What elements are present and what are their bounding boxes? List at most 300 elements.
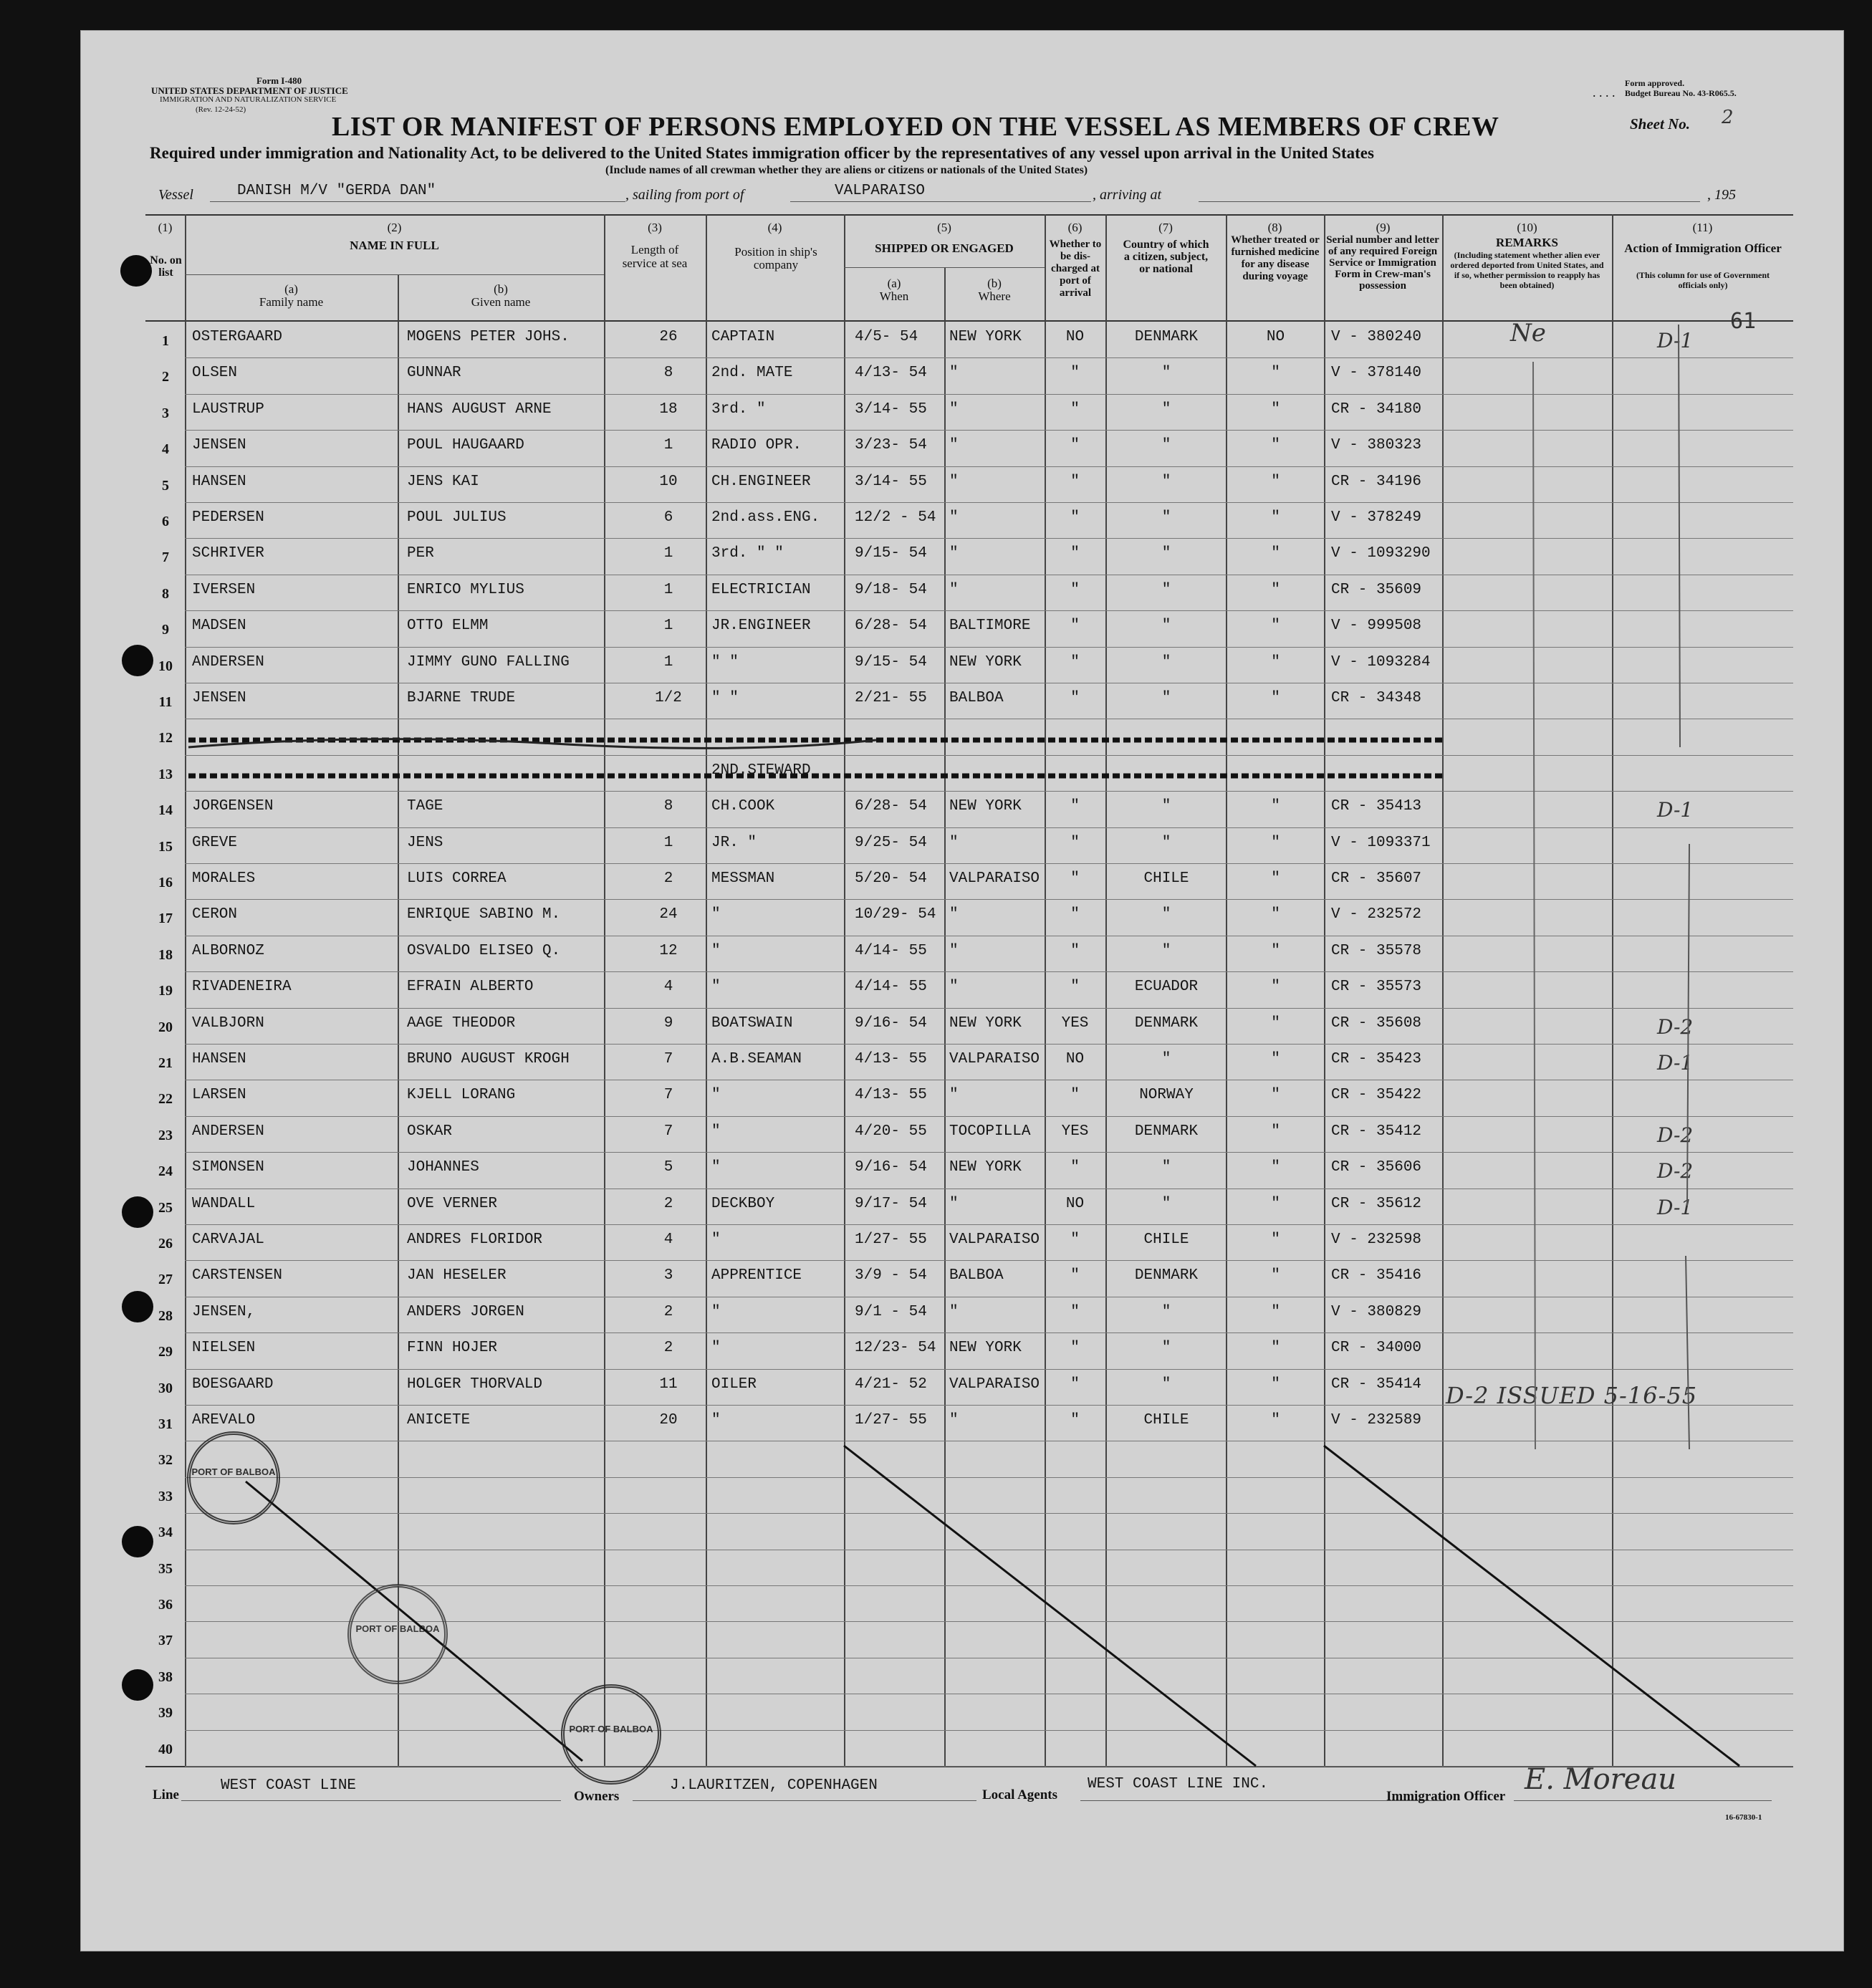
crew-discharge: " [1070, 437, 1080, 454]
crew-discharge: " [1070, 653, 1080, 671]
crew-medicine: " [1271, 942, 1280, 959]
crew-where: NEW YORK [949, 1014, 1022, 1032]
crew-family: NIELSEN [192, 1340, 256, 1357]
officer-underline [1514, 1800, 1772, 1801]
crew-when: 12/23- 54 [855, 1340, 936, 1357]
crew-country: CHILE [1143, 870, 1189, 887]
crew-service: 8 [663, 365, 673, 382]
crew-country: " [1161, 1375, 1171, 1393]
row-number: 34 [158, 1524, 173, 1541]
col5-header: SHIPPED OR ENGAGED [875, 241, 1014, 255]
crew-discharge: " [1070, 1340, 1080, 1357]
crew-country: " [1161, 942, 1171, 959]
crew-given: JOHANNES [407, 1159, 479, 1176]
crew-position: ELECTRICIAN [711, 581, 811, 598]
crew-position: " [711, 1123, 721, 1140]
crew-country: " [1161, 400, 1171, 418]
crew-when: 9/1 - 54 [855, 1303, 927, 1320]
crew-when: 1/27- 55 [855, 1231, 927, 1248]
crew-discharge: " [1070, 509, 1080, 526]
crew-medicine: " [1271, 1340, 1280, 1357]
crew-discharge: " [1070, 979, 1080, 996]
crew-service: 6 [663, 509, 673, 526]
crew-given: BRUNO AUGUST KROGH [407, 1051, 570, 1067]
col8-number: (8) [1267, 221, 1282, 234]
col10-number: (10) [1517, 221, 1537, 234]
line-value: WEST COAST LINE [221, 1777, 357, 1794]
crew-service: 1/2 [655, 690, 682, 706]
crew-country: " [1161, 653, 1171, 671]
row-number: 14 [158, 802, 173, 819]
crew-service: 2 [663, 1340, 673, 1357]
row-number: 22 [158, 1091, 173, 1108]
crew-serial: V - 380829 [1331, 1303, 1422, 1320]
crew-country: CHILE [1143, 1412, 1189, 1428]
crew-service: 10 [659, 473, 678, 490]
crew-given: LUIS CORREA [407, 870, 507, 887]
crew-given: OSVALDO ELISEO Q. [407, 942, 561, 959]
col9-header: Serial number and letter of any required Foreign Service or Immigration Form in Crew-man's possession [1326, 234, 1439, 292]
col11-number: (11) [1692, 221, 1713, 234]
crew-position: RADIO OPR. [711, 437, 802, 454]
crew-medicine: " [1271, 1303, 1280, 1320]
crew-given: JIMMY GUNO FALLING [407, 653, 570, 671]
remark-row1: Ne [1510, 319, 1546, 347]
col2a-header: Family name [259, 295, 324, 309]
crew-when: 9/25- 54 [855, 834, 927, 851]
row-number: 13 [158, 766, 173, 782]
crew-where: BALBOA [949, 690, 1004, 706]
crew-service: 2 [663, 1195, 673, 1212]
row-number: 3 [162, 405, 169, 421]
row-number: 30 [158, 1380, 173, 1396]
row-number: 9 [162, 622, 169, 638]
crew-country: " [1161, 1159, 1171, 1176]
crew-position: " [711, 1412, 721, 1428]
crew-given: TAGE [407, 798, 443, 815]
crew-medicine: " [1271, 1159, 1280, 1176]
col9-number: (9) [1376, 221, 1391, 234]
crew-serial: V - 232572 [1331, 906, 1422, 923]
crew-family: ANDERSEN [192, 653, 264, 671]
crew-position: " [711, 1087, 721, 1104]
sailing-label: , sailing from port of [625, 187, 744, 203]
crew-country: " [1161, 545, 1171, 562]
crew-discharge: " [1070, 1087, 1080, 1104]
crew-serial: CR - 35607 [1331, 870, 1422, 887]
crew-where: VALPARAISO [949, 1231, 1040, 1248]
col2b-letter: (b) [494, 282, 508, 296]
crew-country: " [1161, 834, 1171, 851]
crew-serial: V - 232598 [1331, 1231, 1422, 1248]
crew-given: OSKAR [407, 1123, 453, 1140]
crew-country: " [1161, 473, 1171, 490]
crew-where: " [949, 1412, 959, 1428]
crew-serial: CR - 35608 [1331, 1014, 1422, 1032]
col5b-letter: (b) [987, 277, 1002, 290]
row-number: 11 [158, 694, 173, 710]
crew-discharge: " [1070, 1303, 1080, 1320]
row-number: 2 [162, 369, 169, 385]
crew-service: 7 [663, 1051, 673, 1067]
crew-family: GREVE [192, 834, 238, 851]
crew-action: D-2 [1657, 1014, 1694, 1039]
crew-serial: CR - 35423 [1331, 1051, 1422, 1067]
crew-when: 4/20- 55 [855, 1123, 927, 1140]
crew-position: " [711, 1340, 721, 1357]
crew-when: 9/17- 54 [855, 1195, 927, 1212]
row-number: 16 [158, 875, 173, 890]
crew-when: 9/16- 54 [855, 1159, 927, 1176]
crew-country: " [1161, 509, 1171, 526]
crew-discharge: " [1070, 473, 1080, 490]
crew-medicine: " [1271, 798, 1280, 815]
crew-serial: V - 380240 [1331, 329, 1422, 345]
crew-discharge: " [1070, 545, 1080, 562]
row-number: 15 [158, 838, 173, 855]
col10-header: REMARKS [1496, 236, 1558, 249]
crew-serial: CR - 34000 [1331, 1340, 1422, 1357]
crew-position: 3rd. " [711, 400, 766, 418]
cancel-line-mid [844, 1446, 1256, 1766]
page-title: LIST OR MANIFEST OF PERSONS EMPLOYED ON THE VESSEL AS MEMBERS OF CREW [332, 112, 1499, 142]
crew-when: 4/5- 54 [855, 329, 918, 345]
crew-discharge: " [1070, 1412, 1080, 1428]
crew-medicine: " [1271, 1014, 1280, 1032]
col1-header: No. on list [150, 254, 182, 279]
crew-serial: V - 232589 [1331, 1412, 1422, 1428]
crew-serial: CR - 35412 [1331, 1123, 1422, 1140]
crew-where: " [949, 509, 959, 526]
crew-serial: CR - 35573 [1331, 979, 1422, 996]
crew-serial: CR - 35414 [1331, 1375, 1422, 1393]
crew-medicine: " [1271, 1267, 1280, 1284]
crew-position: CH.COOK [711, 798, 775, 815]
crew-given: JAN HESELER [407, 1267, 507, 1284]
crew-service: 1 [663, 834, 673, 851]
crew-service: 26 [659, 329, 678, 345]
crew-medicine: " [1271, 653, 1280, 671]
row-number: 37 [158, 1633, 173, 1649]
crew-service: 12 [659, 942, 678, 959]
crew-service: 1 [663, 545, 673, 562]
crew-discharge: " [1070, 365, 1080, 382]
col6-header: Whether to be dis-charged at port of arrival [1049, 239, 1102, 299]
markings-overlay [81, 31, 1843, 1951]
crew-family: VALBJORN [192, 1014, 264, 1032]
owners-underline [633, 1800, 976, 1801]
crew-serial: V - 378249 [1331, 509, 1422, 526]
crew-family: MORALES [192, 870, 256, 887]
row-number: 8 [162, 585, 169, 602]
crew-family: IVERSEN [192, 581, 256, 598]
crew-serial: V - 1093290 [1331, 545, 1431, 562]
col10-note: (Including statement whether alien ever ordered deported from United States, and if so, whether permission to reapply has been obtained) [1450, 250, 1604, 290]
col2-number: (2) [387, 221, 402, 234]
crew-given: AAGE THEODOR [407, 1014, 516, 1032]
crew-medicine: " [1271, 906, 1280, 923]
crew-position: " [711, 942, 721, 959]
crew-serial: V - 380323 [1331, 437, 1422, 454]
col6-number: (6) [1067, 221, 1083, 234]
crew-action: D-1 [1657, 798, 1694, 822]
crew-discharge: " [1070, 1267, 1080, 1284]
crew-when: 4/14- 55 [855, 979, 927, 996]
crew-service: 1 [663, 618, 673, 635]
port-stamp-2 [347, 1584, 448, 1684]
crew-family: OLSEN [192, 365, 238, 382]
dots: . . . . [1593, 85, 1616, 100]
crew-medicine: " [1271, 1087, 1280, 1104]
crew-serial: CR - 35609 [1331, 581, 1422, 598]
crew-action: D-2 [1657, 1123, 1694, 1147]
crew-service: 7 [663, 1087, 673, 1104]
line-label: Line [153, 1787, 179, 1802]
crew-service: 8 [663, 798, 673, 815]
row-number: 17 [158, 911, 173, 927]
owners-value: J.LAURITZEN, COPENHAGEN [670, 1777, 878, 1794]
crew-medicine: " [1271, 581, 1280, 598]
row-number: 10 [158, 658, 173, 674]
crew-family: ANDERSEN [192, 1123, 264, 1140]
crew-action: D-1 [1657, 1051, 1694, 1075]
crew-family: RIVADENEIRA [192, 979, 292, 996]
crew-family: CARSTENSEN [192, 1267, 283, 1284]
crew-family: SIMONSEN [192, 1159, 264, 1176]
crew-where: " [949, 473, 959, 490]
row-number: 12 [158, 730, 173, 746]
crew-country: " [1161, 437, 1171, 454]
crew-when: 3/14- 55 [855, 400, 927, 418]
crew-position: 2ND.STEWARD [711, 762, 811, 779]
crew-medicine: " [1271, 1051, 1280, 1067]
binder-hole [122, 645, 153, 676]
crew-country: DENMARK [1134, 1267, 1199, 1284]
col5a-letter: (a) [887, 277, 901, 290]
crew-position: JR.ENGINEER [711, 618, 811, 635]
col7-number: (7) [1158, 221, 1173, 234]
crew-country: " [1161, 1195, 1171, 1212]
crew-position: MESSMAN [711, 870, 775, 887]
crew-when: 9/18- 54 [855, 581, 927, 598]
crew-country: CHILE [1143, 1231, 1189, 1248]
crew-family: JORGENSEN [192, 798, 274, 815]
crew-medicine: " [1271, 1375, 1280, 1393]
row-number: 25 [158, 1199, 173, 1216]
crew-country: " [1161, 1051, 1171, 1067]
crew-country: NORWAY [1139, 1087, 1194, 1104]
binder-hole [122, 1196, 153, 1228]
crew-family: AREVALO [192, 1412, 256, 1428]
crew-where: NEW YORK [949, 653, 1022, 671]
crew-given: ANDERS JORGEN [407, 1303, 524, 1320]
crew-country: " [1161, 798, 1171, 815]
crew-serial: CR - 34348 [1331, 690, 1422, 706]
row-number: 39 [158, 1705, 173, 1722]
row-number: 29 [158, 1344, 173, 1360]
vessel-name: DANISH M/V "GERDA DAN" [237, 183, 436, 199]
crew-given: OVE VERNER [407, 1195, 498, 1212]
crew-medicine: " [1271, 1123, 1280, 1140]
crew-where: VALPARAISO [949, 1051, 1040, 1067]
col1-number: (1) [158, 221, 173, 234]
crew-medicine: " [1271, 509, 1280, 526]
crew-where: " [949, 400, 959, 418]
crew-when: 9/16- 54 [855, 1014, 927, 1032]
port-stamp-1-text: PORT OF BALBOA [191, 1466, 276, 1477]
col3-number: (3) [648, 221, 662, 234]
crew-where: " [949, 1303, 959, 1320]
remark-row30: D-2 ISSUED 5-16-55 [1446, 1382, 1698, 1409]
manifest-sheet [80, 30, 1844, 1951]
crew-where: " [949, 942, 959, 959]
year-suffix: , 195 [1707, 187, 1736, 203]
crew-when: 4/13- 54 [855, 365, 927, 382]
crew-position: BOATSWAIN [711, 1014, 793, 1032]
crew-service: 11 [659, 1375, 678, 1393]
crew-when: 6/28- 54 [855, 618, 927, 635]
row-number: 6 [162, 514, 169, 529]
crew-when: 6/28- 54 [855, 798, 927, 815]
crew-given: JENS KAI [407, 473, 479, 490]
sheet-number: 2 [1722, 107, 1734, 128]
crew-family: ALBORNOZ [192, 942, 264, 959]
port-stamp-1 [187, 1431, 280, 1524]
port-stamp-3-text: PORT OF BALBOA [569, 1724, 653, 1734]
crew-medicine: " [1271, 690, 1280, 706]
row-number: 20 [158, 1019, 173, 1035]
sheet-label: Sheet No. [1630, 115, 1690, 133]
row-number: 23 [158, 1127, 173, 1143]
sailing-port: VALPARAISO [835, 183, 926, 199]
officer-signature: E. Moreau [1525, 1763, 1677, 1796]
owners-label: Owners [574, 1789, 620, 1804]
crew-given: GUNNAR [407, 365, 461, 382]
crew-discharge: " [1070, 834, 1080, 851]
crew-where: " [949, 1087, 959, 1104]
crew-family: HANSEN [192, 1051, 246, 1067]
crew-country: DENMARK [1134, 1014, 1199, 1032]
crew-position: " " [711, 653, 739, 671]
service: IMMIGRATION AND NATURALIZATION SERVICE [160, 95, 337, 104]
crew-given: BJARNE TRUDE [407, 690, 516, 706]
crew-country: " [1161, 1340, 1171, 1357]
crew-discharge: " [1070, 1159, 1080, 1176]
row-number: 24 [158, 1163, 173, 1180]
crew-where: NEW YORK [949, 329, 1022, 345]
action-tick-line-top [1679, 325, 1680, 747]
crew-medicine: " [1271, 365, 1280, 382]
crew-where: " [949, 1195, 959, 1212]
row-number: 1 [162, 333, 169, 349]
crew-given: FINN HOJER [407, 1340, 498, 1357]
approval-line1: Form approved. [1625, 78, 1685, 88]
crew-when: 10/29- 54 [855, 906, 936, 923]
crew-where: " [949, 834, 959, 851]
crew-country: ECUADOR [1134, 979, 1199, 996]
row-number: 40 [158, 1741, 173, 1757]
row-number: 28 [158, 1307, 173, 1324]
crew-when: 4/21- 52 [855, 1375, 927, 1393]
crew-family: JENSEN [192, 437, 246, 454]
crew-medicine: " [1271, 473, 1280, 490]
crew-when: 3/9 - 54 [855, 1267, 927, 1284]
vessel-label: Vessel [158, 187, 193, 203]
crew-where: BALBOA [949, 1267, 1004, 1284]
crew-discharge: " [1070, 1231, 1080, 1248]
col8-header: Whether treated or furnished medicine for any disease during voyage [1231, 234, 1320, 282]
crew-family: PEDERSEN [192, 509, 264, 526]
crew-position: CH.ENGINEER [711, 473, 811, 490]
agents-label: Local Agents [982, 1787, 1058, 1802]
crew-when: 4/14- 55 [855, 942, 927, 959]
crew-country: " [1161, 690, 1171, 706]
row-number: 36 [158, 1597, 173, 1613]
crew-serial: CR - 35413 [1331, 798, 1422, 815]
crew-family: MADSEN [192, 618, 246, 635]
crew-when: 1/27- 55 [855, 1412, 927, 1428]
crew-family: CERON [192, 906, 238, 923]
crew-position: OILER [711, 1375, 757, 1393]
crew-where: NEW YORK [949, 1340, 1022, 1357]
crew-service: 1 [663, 653, 673, 671]
crew-when: 9/15- 54 [855, 653, 927, 671]
row-number: 33 [158, 1488, 173, 1504]
row-number: 32 [158, 1452, 173, 1469]
crew-serial: CR - 34180 [1331, 400, 1422, 418]
crew-medicine: " [1271, 437, 1280, 454]
crew-discharge: YES [1061, 1123, 1089, 1140]
crew-where: " [949, 437, 959, 454]
instruction: (Include names of all crewman whether they are aliens or citizens or nationals of the United States) [605, 164, 1088, 176]
crew-medicine: " [1271, 979, 1280, 996]
col2-header: NAME IN FULL [350, 239, 439, 252]
row-number: 38 [158, 1668, 173, 1685]
crew-family: JENSEN [192, 690, 246, 706]
crew-given: POUL JULIUS [407, 509, 507, 526]
line-underline [181, 1800, 561, 1801]
crew-position: " [711, 979, 721, 996]
strikeout-row12 [188, 739, 1446, 776]
crew-given: HANS AUGUST ARNE [407, 400, 552, 418]
crew-medicine: " [1271, 545, 1280, 562]
crew-where: VALPARAISO [949, 1375, 1040, 1393]
page-count: 61 [1730, 309, 1757, 334]
crew-where: NEW YORK [949, 1159, 1022, 1176]
crew-service: 3 [663, 1267, 673, 1284]
crew-where: " [949, 979, 959, 996]
crew-given: ENRIQUE SABINO M. [407, 906, 561, 923]
crew-serial: CR - 35578 [1331, 942, 1422, 959]
crew-given: ANDRES FLORIDOR [407, 1231, 543, 1248]
action-tick-line-bottom [1686, 1256, 1689, 1449]
cancel-line-right [1324, 1446, 1739, 1766]
crew-service: 9 [663, 1014, 673, 1032]
crew-position: " [711, 1231, 721, 1248]
row-number: 18 [158, 946, 173, 963]
crew-family: JENSEN, [192, 1303, 256, 1320]
crew-service: 2 [663, 870, 673, 887]
crew-where: " [949, 906, 959, 923]
row-number: 4 [162, 441, 169, 458]
binder-hole [122, 1291, 153, 1322]
crew-country: " [1161, 1303, 1171, 1320]
col7-header: Country of which a citizen, subject, or national [1123, 239, 1209, 275]
form-code: 16-67830-1 [1725, 1813, 1762, 1822]
crew-service: 1 [663, 437, 673, 454]
crew-position: 2nd.ass.ENG. [711, 509, 820, 526]
crew-action: D-2 [1657, 1159, 1694, 1183]
